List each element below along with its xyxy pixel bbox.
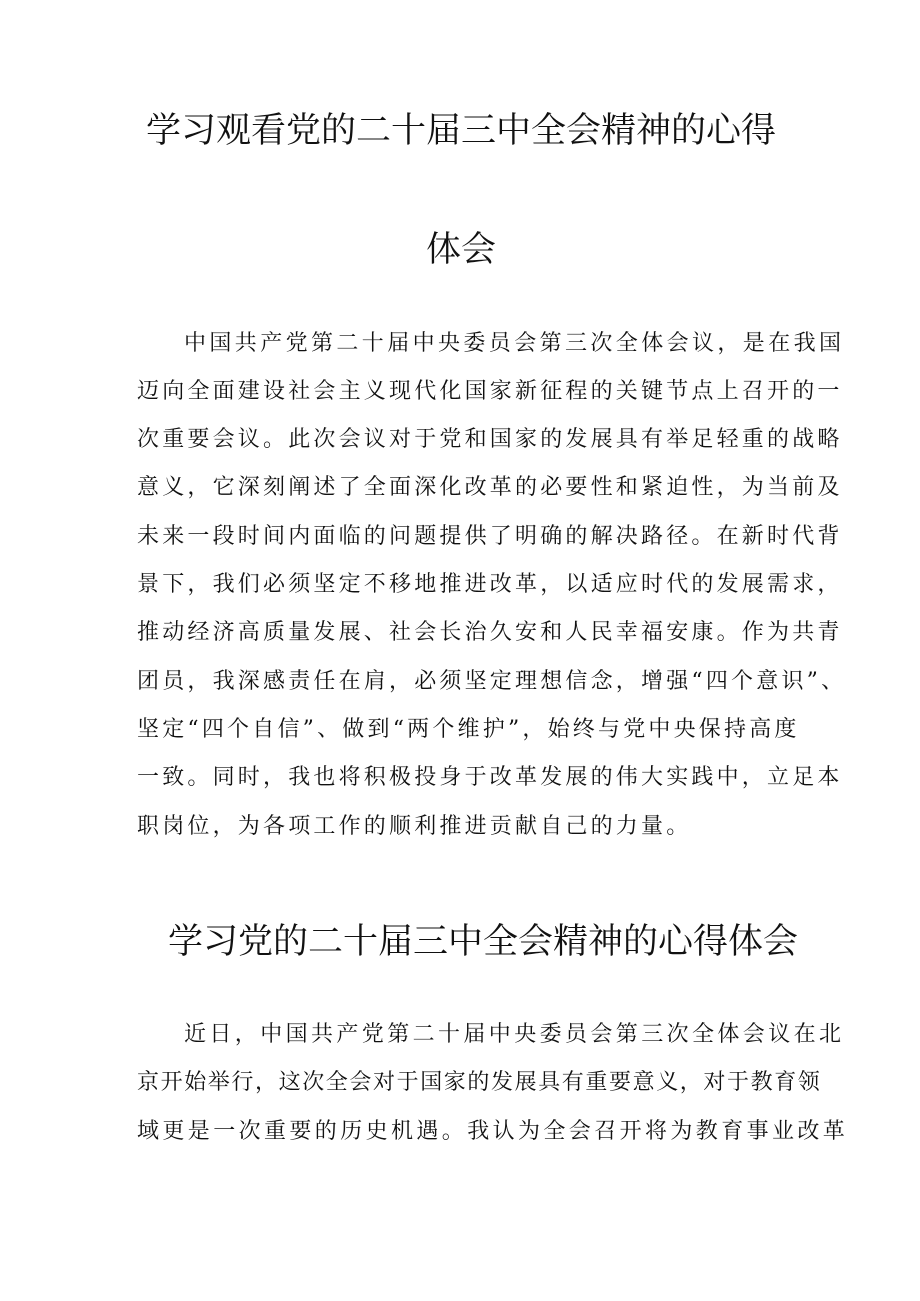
paragraph-line: 团员，我深感责任在肩，必须坚定理想信念，增强“四个意识”、	[137, 669, 847, 694]
paragraph-line: 京开始举行，这次全会对于国家的发展具有重要意义，对于教育领	[137, 1070, 822, 1095]
paragraph-line: 未来一段时间内面临的问题提供了明确的解决路径。在新时代背	[137, 524, 843, 549]
paragraph-line: 意义，它深刻阐述了全面深化改革的必要性和紧迫性，为当前及	[137, 475, 843, 500]
paragraph-line: 景下，我们必须坚定不移地推进改革，以适应时代的发展需求，	[137, 572, 843, 597]
section1-title-line1: 学习观看党的二十届三中全会精神的心得	[146, 111, 777, 151]
paragraph-line: 坚定“四个自信”、做到“两个维护”，始终与党中央保持高度	[137, 717, 800, 742]
section2-title: 学习党的二十届三中全会精神的心得体会	[168, 922, 799, 962]
paragraph-line: 近日，中国共产党第二十届中央委员会第三次全体会议在北	[184, 1022, 845, 1047]
paragraph-line: 迈向全面建设社会主义现代化国家新征程的关键节点上召开的一	[137, 379, 843, 404]
paragraph-line: 一致。同时，我也将积极投身于改革发展的伟大实践中，立足本	[137, 765, 843, 790]
paragraph-line: 推动经济高质量发展、社会长治久安和人民幸福安康。作为共青	[137, 620, 843, 645]
paragraph-line: 中国共产党第二十届中央委员会第三次全体会议，是在我国	[184, 331, 845, 356]
section1-title-line2: 体会	[426, 230, 497, 270]
paragraph-line: 域更是一次重要的历史机遇。我认为全会召开将为教育事业改革	[137, 1119, 849, 1144]
paragraph-line: 次重要会议。此次会议对于党和国家的发展具有举足轻重的战略	[137, 427, 843, 452]
paragraph-line: 职岗位，为各项工作的顺利推进贡献自己的力量。	[137, 814, 692, 839]
